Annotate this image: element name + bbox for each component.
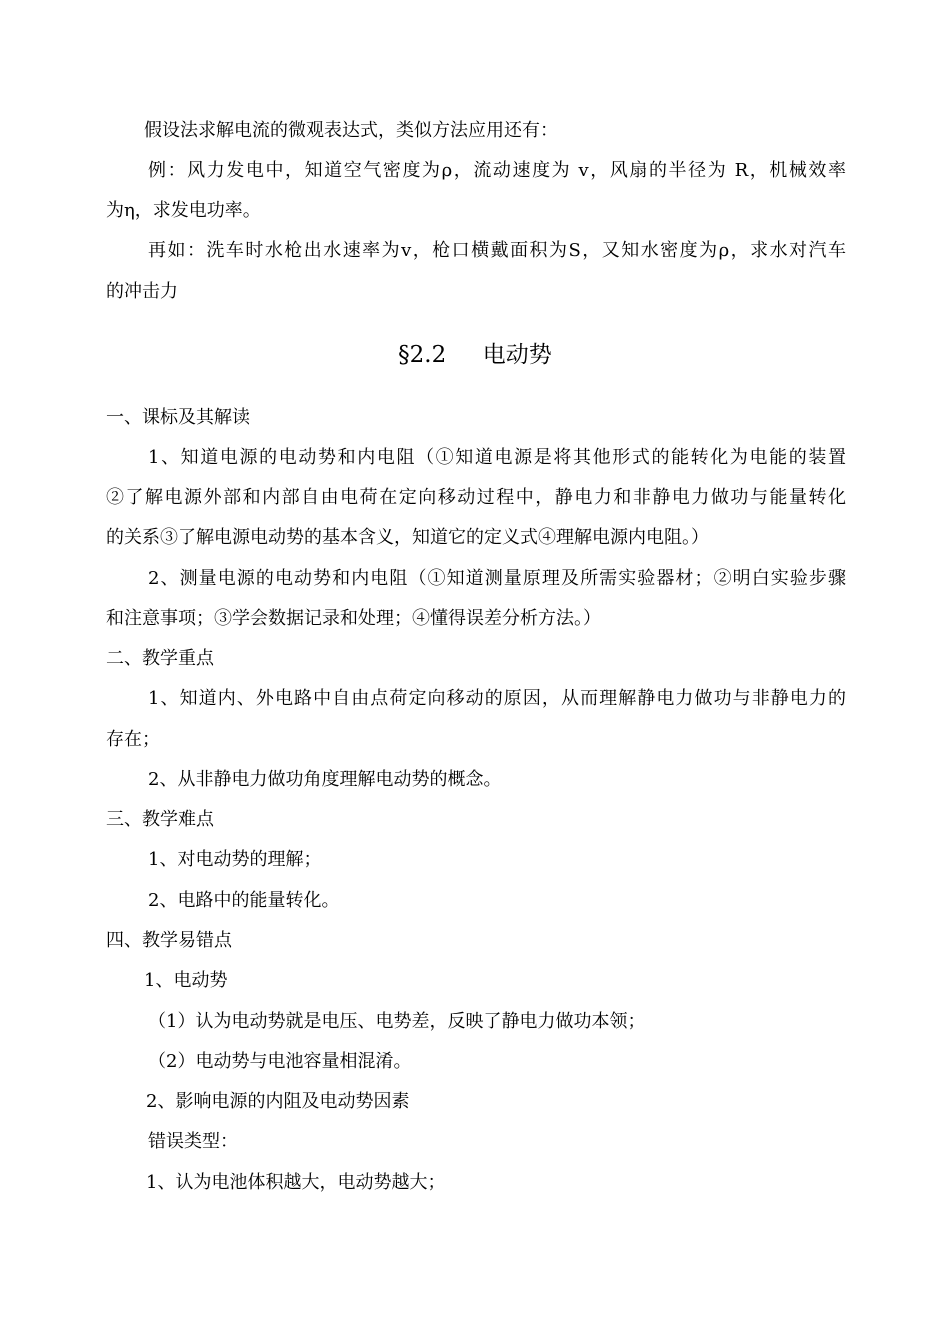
error-point-1: 1、电动势	[144, 970, 228, 991]
error-point-1-sub-2: （2）电动势与电池容量相混淆。	[148, 1051, 412, 1072]
error-point-2: 2、影响电源的内阻及电动势因素	[146, 1091, 410, 1112]
curriculum-item-2-line-1: 2、测量电源的电动势和内电阻（①知道测量原理及所需实验器材；②明白实验步骤	[148, 568, 846, 589]
curriculum-item-1-line-1: 1、知道电源的电动势和内电阻（①知道电源是将其他形式的能转化为电能的装置	[148, 447, 846, 468]
error-type-label: 错误类型：	[148, 1131, 238, 1152]
intro-line: 假设法求解电流的微观表达式，类似方法应用还有：	[144, 120, 558, 141]
curriculum-item-1-line-3: 的关系③了解电源电动势的基本含义，知道它的定义式④理解电源内电阻。）	[106, 527, 709, 548]
heading-curriculum: 一、课标及其解读	[106, 407, 250, 428]
curriculum-item-2-line-2: 和注意事项；③学会数据记录和处理；④懂得误差分析方法。）	[106, 608, 601, 629]
difficulty-1: 1、对电动势的理解；	[148, 849, 322, 870]
example-wash-line-2: 的冲击力	[106, 281, 178, 302]
key-point-1-line-1: 1、知道内、外电路中自由点荷定向移动的原因，从而理解静电力做功与非静电力的	[148, 688, 846, 709]
key-point-1-line-2: 存在；	[106, 729, 160, 750]
example-wash-line-1: 再如：洗车时水枪出水速率为v，枪口横戴面积为S，又知水密度为ρ，求水对汽车	[148, 240, 846, 261]
example-wind-line-1: 例：风力发电中，知道空气密度为ρ，流动速度为 v，风扇的半径为 R，机械效率	[148, 160, 846, 181]
section-title: §2.2 电动势	[398, 342, 552, 368]
curriculum-item-1-line-2: ②了解电源外部和内部自由电荷在定向移动过程中，静电力和非静电力做功与能量转化	[106, 487, 846, 508]
example-wind-line-2: 为η，求发电功率。	[106, 200, 261, 221]
difficulty-2: 2、电路中的能量转化。	[148, 890, 340, 911]
heading-key-points: 二、教学重点	[106, 648, 214, 669]
error-type-1: 1、认为电池体积越大，电动势越大；	[146, 1172, 446, 1193]
heading-error-points: 四、教学易错点	[106, 930, 232, 951]
error-point-1-sub-1: （1）认为电动势就是电压、电势差，反映了静电力做功本领；	[148, 1011, 646, 1032]
heading-difficulties: 三、教学难点	[106, 809, 214, 830]
key-point-2: 2、从非静电力做功角度理解电动势的概念。	[148, 769, 502, 790]
